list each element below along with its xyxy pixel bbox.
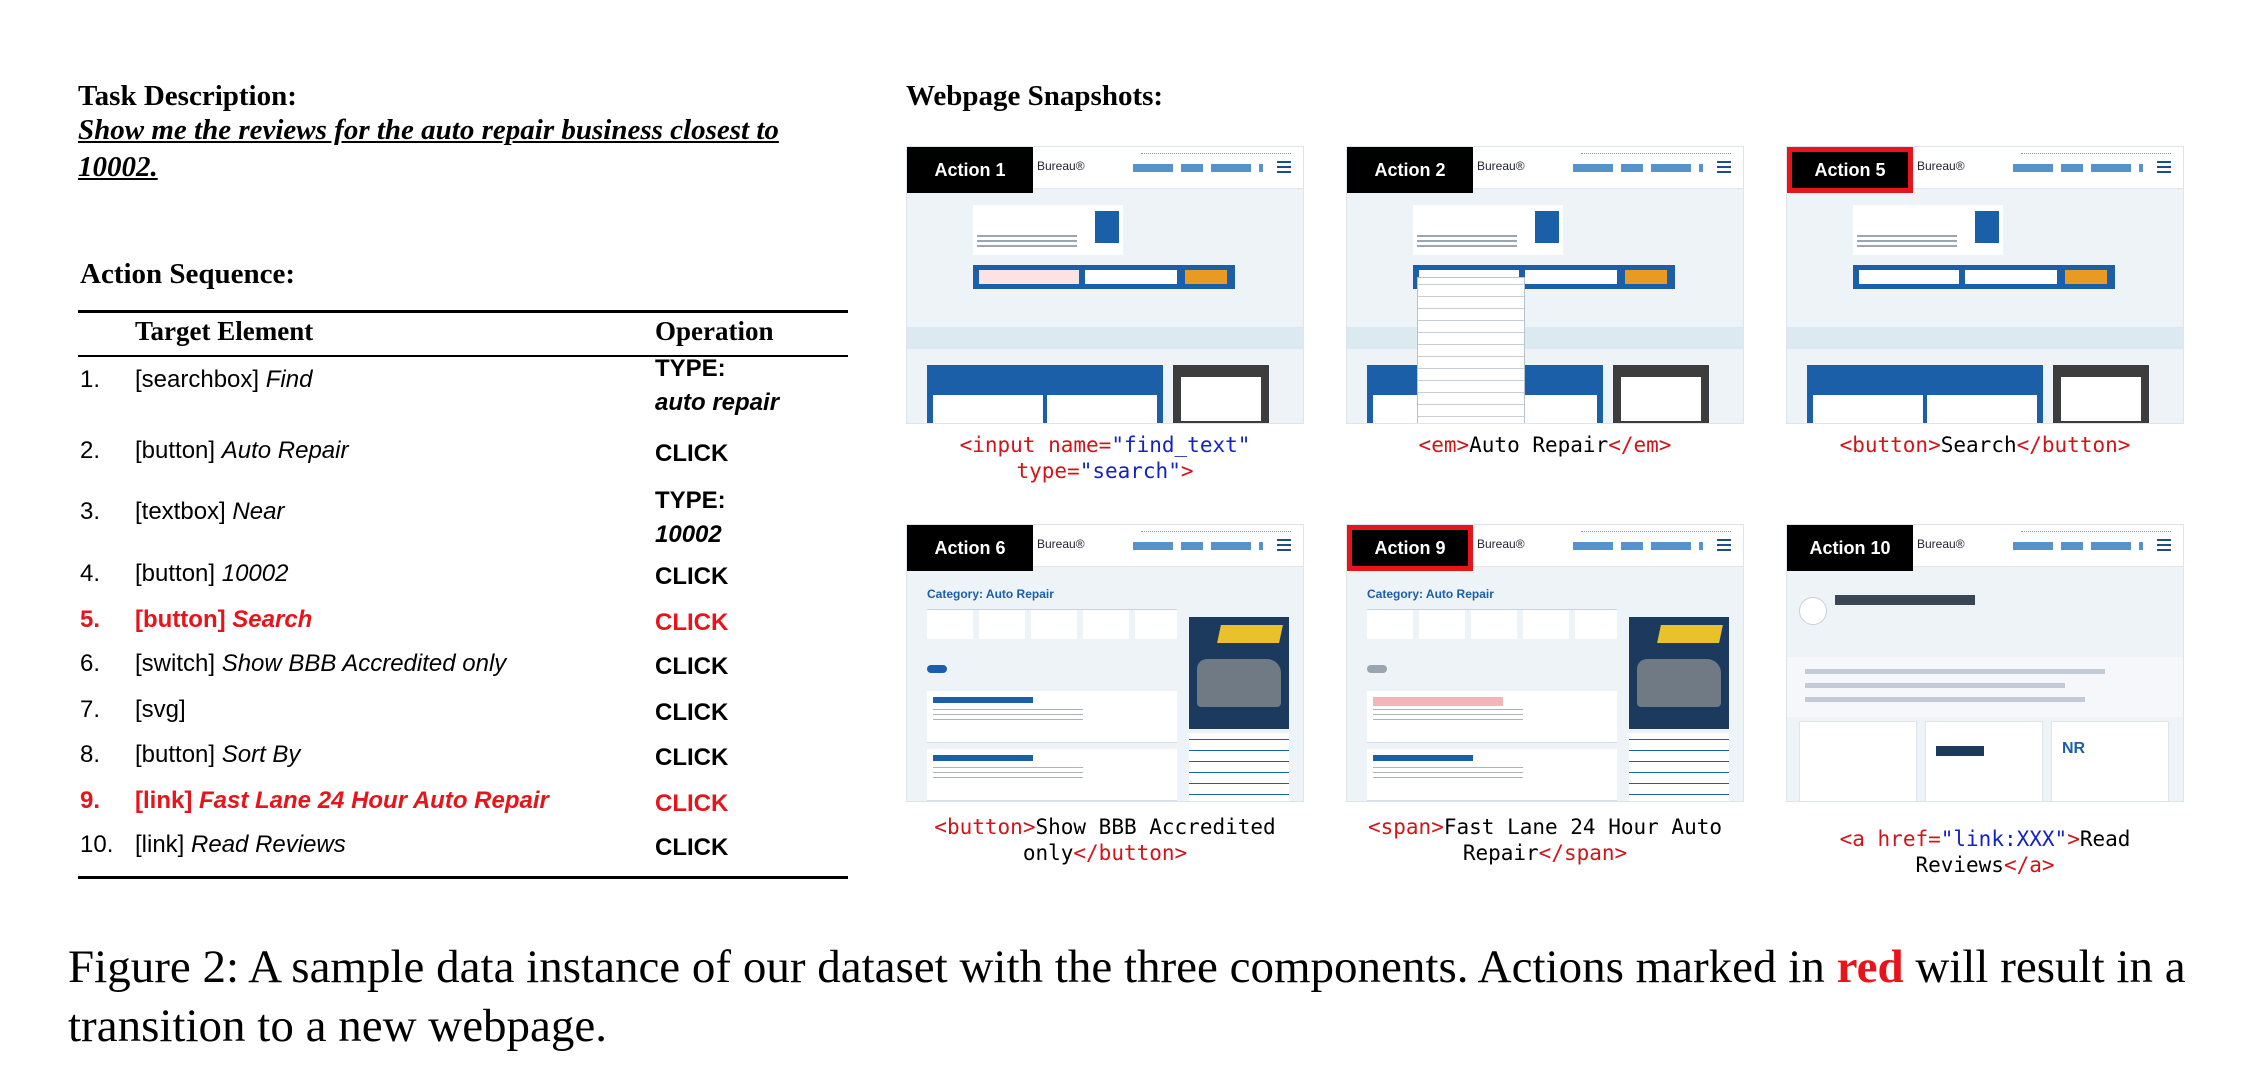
snapshot-action-9 xyxy=(1346,524,1744,802)
element-name: 10002 xyxy=(221,560,289,587)
menu-icon xyxy=(1717,161,1731,173)
action-number: 7. xyxy=(80,696,101,723)
caption-attr-value: "find_text" xyxy=(1111,433,1251,457)
bbb-title-fragment: Bureau® xyxy=(1477,537,1525,551)
operation-value: 10002 xyxy=(655,521,722,548)
task-heading: Task Description: xyxy=(78,80,297,112)
operation-type: CLICK xyxy=(655,790,729,817)
caption-close-tag: </button> xyxy=(2016,433,2131,457)
operation-type: CLICK xyxy=(655,699,729,726)
bbb-seal-icon xyxy=(1535,211,1559,243)
operation xyxy=(655,787,728,821)
action-sequence-heading: Action Sequence: xyxy=(80,258,296,290)
bbb-title-fragment: Bureau® xyxy=(1477,159,1525,173)
table-bottom-rule xyxy=(78,876,848,879)
action-number: 5. xyxy=(80,606,101,633)
caption-open-tag: <input xyxy=(959,433,1036,457)
action-number: 9. xyxy=(80,787,101,814)
snapshot-caption-action-6 xyxy=(906,814,1304,866)
snapshot-action-6 xyxy=(906,524,1304,802)
target-element xyxy=(135,560,288,588)
figure-caption-tail: will result in a transition to a new webpage. xyxy=(68,941,2186,1052)
caption-open-tag-end: > xyxy=(1022,815,1036,839)
caption-text: Fast Lane 24 Hour Auto Repair xyxy=(1443,815,1735,865)
caption-text: Search xyxy=(1940,433,2017,457)
operation-type: TYPE: xyxy=(655,487,726,514)
menu-icon xyxy=(1717,539,1731,551)
filter-row xyxy=(1367,609,1617,639)
caption-close-tag: </a> xyxy=(2003,853,2055,877)
element-name: Search xyxy=(232,606,313,633)
caption-attr-name: href= xyxy=(1877,827,1941,851)
target-element xyxy=(135,366,312,394)
caption-open-tag: <em xyxy=(1418,433,1457,457)
target-element xyxy=(135,650,506,678)
caption-text: Show BBB Accredited only xyxy=(1022,815,1289,865)
target-element xyxy=(135,606,312,634)
operation xyxy=(655,606,728,640)
promo-panel xyxy=(927,365,1163,424)
target-element xyxy=(135,437,348,465)
customer-reviews-card xyxy=(1925,721,2043,802)
operation-type: TYPE: xyxy=(655,355,726,382)
additional-info-band xyxy=(1787,657,2183,717)
snapshot-caption-action-1 xyxy=(906,432,1304,484)
element-name: Auto Repair xyxy=(221,437,349,464)
caption-open-tag: <a xyxy=(1839,827,1865,851)
operation-type: CLICK xyxy=(655,563,729,590)
bbb-hero xyxy=(1853,205,2003,255)
snapshots-heading: Webpage Snapshots: xyxy=(906,80,1164,112)
business-name xyxy=(1835,595,1975,605)
bbb-search-bar xyxy=(973,265,1235,289)
bbb-title-fragment: Bureau® xyxy=(1037,537,1085,551)
caption-open-tag-end: > xyxy=(1928,433,1941,457)
action-number: 10. xyxy=(80,831,114,858)
operation-type: CLICK xyxy=(655,834,729,861)
operation xyxy=(655,696,728,730)
accredited-toggle xyxy=(1367,665,1387,673)
element-role: [svg] xyxy=(135,696,186,723)
bbb-search-bar xyxy=(1853,265,2115,289)
operation xyxy=(655,741,728,775)
task-description: Show me the reviews for the auto repair business closest to 10002. xyxy=(78,114,779,183)
bbb-title-fragment: Bureau® xyxy=(1037,159,1085,173)
video-thumbnail xyxy=(1613,365,1709,424)
caption-attr-name: type= xyxy=(1016,459,1080,483)
operation xyxy=(655,437,728,471)
snapshot-caption-action-10 xyxy=(1786,826,2184,878)
video-thumbnail xyxy=(2053,365,2149,424)
snapshot-action-10 xyxy=(1786,524,2184,802)
target-element xyxy=(135,831,346,859)
caption-attr-value: "link:XXX" xyxy=(1940,827,2068,851)
action-number: 4. xyxy=(80,560,101,587)
advertisement xyxy=(1189,617,1289,729)
snapshot-label: Action 10 xyxy=(1787,525,1913,571)
element-name: Find xyxy=(265,366,313,393)
listing-card xyxy=(1367,749,1617,801)
action-number: 1. xyxy=(80,366,101,393)
bbb-title-fragment: Bureau® xyxy=(1917,159,1965,173)
snapshot-action-2 xyxy=(1346,146,1744,424)
snapshot-label: Action 1 xyxy=(907,147,1033,193)
rating-badge: NR xyxy=(2062,740,2086,757)
operation-type: CLICK xyxy=(655,744,729,771)
menu-icon xyxy=(2157,161,2171,173)
element-role: [button] xyxy=(135,437,216,464)
snapshot-caption-action-2 xyxy=(1346,432,1744,458)
business-logo xyxy=(1799,597,1827,625)
element-role: [link] xyxy=(135,787,193,814)
caption-text: Auto Repair xyxy=(1469,433,1609,457)
bbb-rating-card xyxy=(2051,721,2169,802)
element-name: Sort By xyxy=(221,741,301,768)
category-title: Category: Auto Repair xyxy=(1367,587,1494,601)
table-top-rule xyxy=(78,310,848,313)
listing-card xyxy=(927,749,1177,801)
category-title: Category: Auto Repair xyxy=(927,587,1054,601)
element-role: [textbox] xyxy=(135,498,226,525)
related-categories xyxy=(1189,733,1289,802)
caption-open-tag-end: > xyxy=(1180,459,1194,483)
snapshot-caption-action-9 xyxy=(1346,814,1744,866)
listing-card xyxy=(1367,691,1617,743)
caption-open-tag: <button xyxy=(1839,433,1929,457)
operation xyxy=(655,484,726,552)
operation-type: CLICK xyxy=(655,440,729,467)
operation-type: CLICK xyxy=(655,653,729,680)
promo-panel xyxy=(1807,365,2043,424)
action-number: 2. xyxy=(80,437,101,464)
snapshot-label: Action 2 xyxy=(1347,147,1473,193)
listing-card xyxy=(927,691,1177,743)
bbb-seal-icon xyxy=(1975,211,1999,243)
advertisement xyxy=(1629,617,1729,729)
figure-caption-emphasis: red xyxy=(1836,941,1904,993)
accredited-toggle xyxy=(927,665,947,673)
operation-type: CLICK xyxy=(655,609,729,636)
related-categories xyxy=(1629,733,1729,802)
caption-open-tag-end: > xyxy=(1456,433,1470,457)
menu-icon xyxy=(2157,539,2171,551)
action-number: 6. xyxy=(80,650,101,677)
operation xyxy=(655,831,728,865)
operation xyxy=(655,560,728,594)
caption-open-tag-end: > xyxy=(1431,815,1444,839)
figure-caption xyxy=(68,938,2208,1056)
caption-close-tag: </em> xyxy=(1608,433,1672,457)
operation xyxy=(655,352,779,420)
element-name: Read Reviews xyxy=(191,831,346,858)
figure-caption-lead: Figure 2: A sample data instance of our dataset with the three components. Actions marked in xyxy=(68,941,1825,993)
element-role: [button] xyxy=(135,560,216,587)
snapshot-action-5 xyxy=(1786,146,2184,424)
caption-attr-name: name= xyxy=(1048,433,1112,457)
bbb-hero xyxy=(1413,205,1563,255)
element-role: [link] xyxy=(135,831,185,858)
action-number: 3. xyxy=(80,498,101,525)
bbb-title-fragment: Bureau® xyxy=(1917,537,1965,551)
caption-open-tag-end: > xyxy=(2067,827,2080,851)
menu-icon xyxy=(1277,161,1291,173)
operation-value: auto repair xyxy=(655,389,780,416)
caption-close-tag: </span> xyxy=(1538,841,1628,865)
element-name: Near xyxy=(232,498,285,525)
video-thumbnail xyxy=(1173,365,1269,424)
snapshot-action-1 xyxy=(906,146,1304,424)
caption-open-tag: <span xyxy=(1367,815,1432,839)
contact-info-card xyxy=(1799,721,1917,802)
element-name: Fast Lane 24 Hour Auto Repair xyxy=(199,787,549,814)
element-role: [button] xyxy=(135,606,226,633)
element-name: Show BBB Accredited only xyxy=(221,650,507,677)
column-header-target: Target Element xyxy=(135,316,314,346)
element-role: [searchbox] xyxy=(135,366,260,393)
caption-attr-value: "search" xyxy=(1079,459,1181,483)
read-reviews-link xyxy=(1936,746,1984,756)
snapshot-caption-action-5 xyxy=(1786,432,2184,458)
bbb-seal-icon xyxy=(1095,211,1119,243)
action-number: 8. xyxy=(80,741,101,768)
filter-row xyxy=(927,609,1177,639)
target-element xyxy=(135,741,300,769)
caption-open-tag: <button xyxy=(934,815,1023,839)
caption-text: Read Reviews xyxy=(1915,827,2144,877)
column-header-operation: Operation xyxy=(655,316,774,346)
target-element xyxy=(135,787,549,815)
target-element xyxy=(135,498,284,526)
element-role: [button] xyxy=(135,741,216,768)
autocomplete-dropdown xyxy=(1417,277,1525,424)
snapshot-label: Action 9 xyxy=(1347,525,1473,571)
caption-close-tag: </button> xyxy=(1073,841,1188,865)
bbb-hero xyxy=(973,205,1123,255)
snapshot-label: Action 5 xyxy=(1787,147,1913,193)
target-element xyxy=(135,696,186,724)
element-role: [switch] xyxy=(135,650,216,677)
operation xyxy=(655,650,728,684)
menu-icon xyxy=(1277,539,1291,551)
snapshot-label: Action 6 xyxy=(907,525,1033,571)
